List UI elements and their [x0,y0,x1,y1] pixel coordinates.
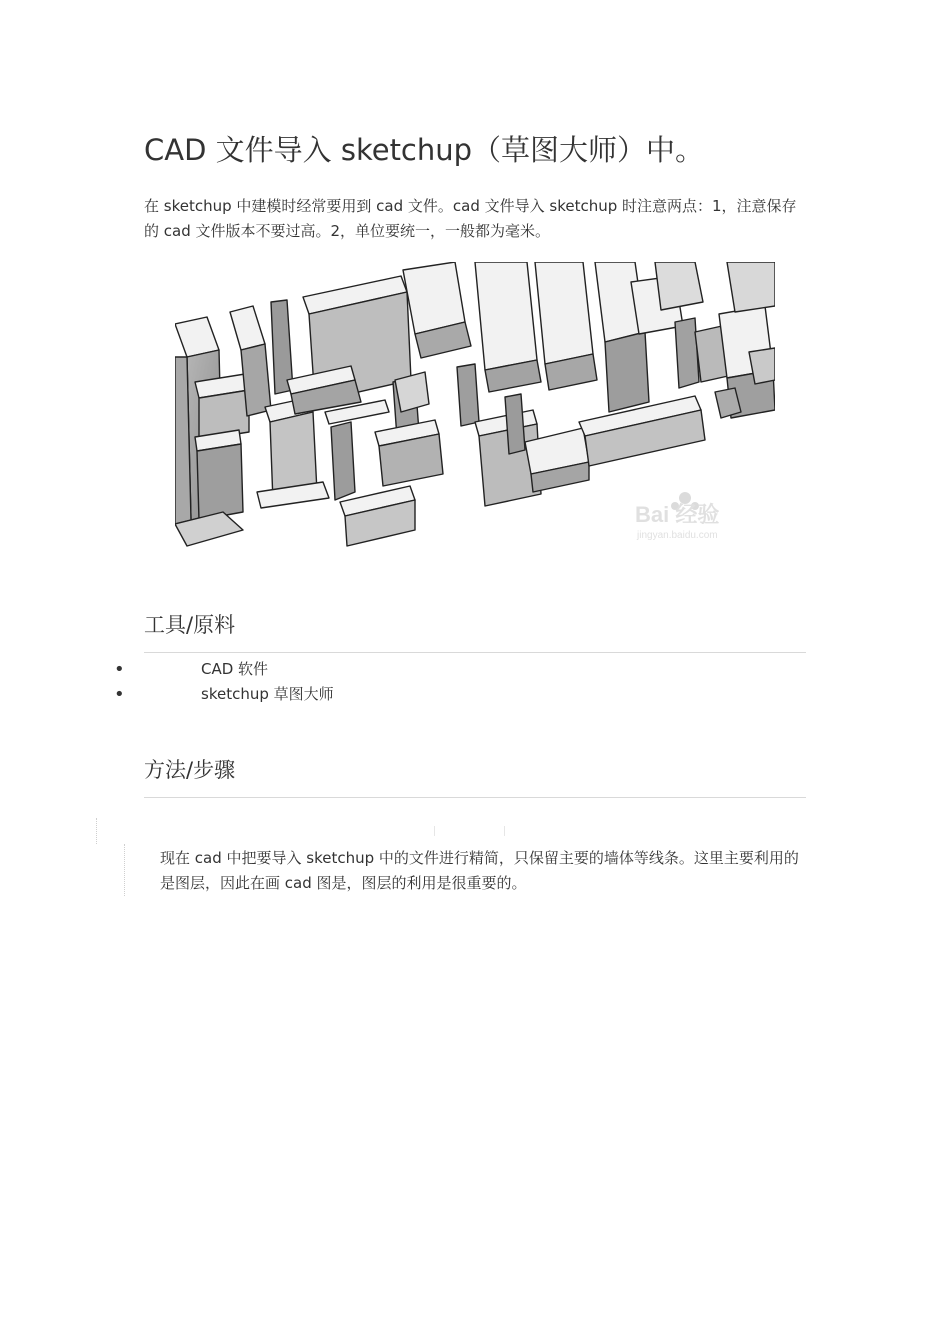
step-1-text: 现在 cad 中把要导入 sketchup 中的文件进行精简，只保留主要的墙体等线条。这里主要利用的是图层，因此在画 cad 图是，图层的利用是很重要的。 [160,849,799,892]
floorplan-3d-image [175,262,775,550]
materials-heading: 工具/原料 [144,610,806,653]
material-label: sketchup 草图大师 [201,685,334,703]
intro-paragraph: 在 sketchup 中建模时经常要用到 cad 文件。cad 文件导入 sketchup 时注意两点：1，注意保存的 cad 文件版本不要过高。2，单位要统一，一般都为毫米。 [144,197,797,240]
list-item [0,657,950,682]
material-label: CAD 软件 [201,660,269,678]
divider-tick [434,826,435,836]
step-marker-decoration [96,818,126,898]
list-item [0,682,950,707]
divider-tick [504,826,505,836]
floorplan-illustration [175,262,775,550]
watermark-logo-text: Bai 经验 [635,502,720,527]
bullet-icon: • [114,659,125,680]
bullet-icon: • [114,684,125,705]
materials-list [0,657,950,707]
watermark-url: jingyan.baidu.com [637,530,718,541]
method-heading: 方法/步骤 [144,755,806,798]
page-title: CAD 文件导入 sketchup（草图大师）中。 [144,133,705,167]
